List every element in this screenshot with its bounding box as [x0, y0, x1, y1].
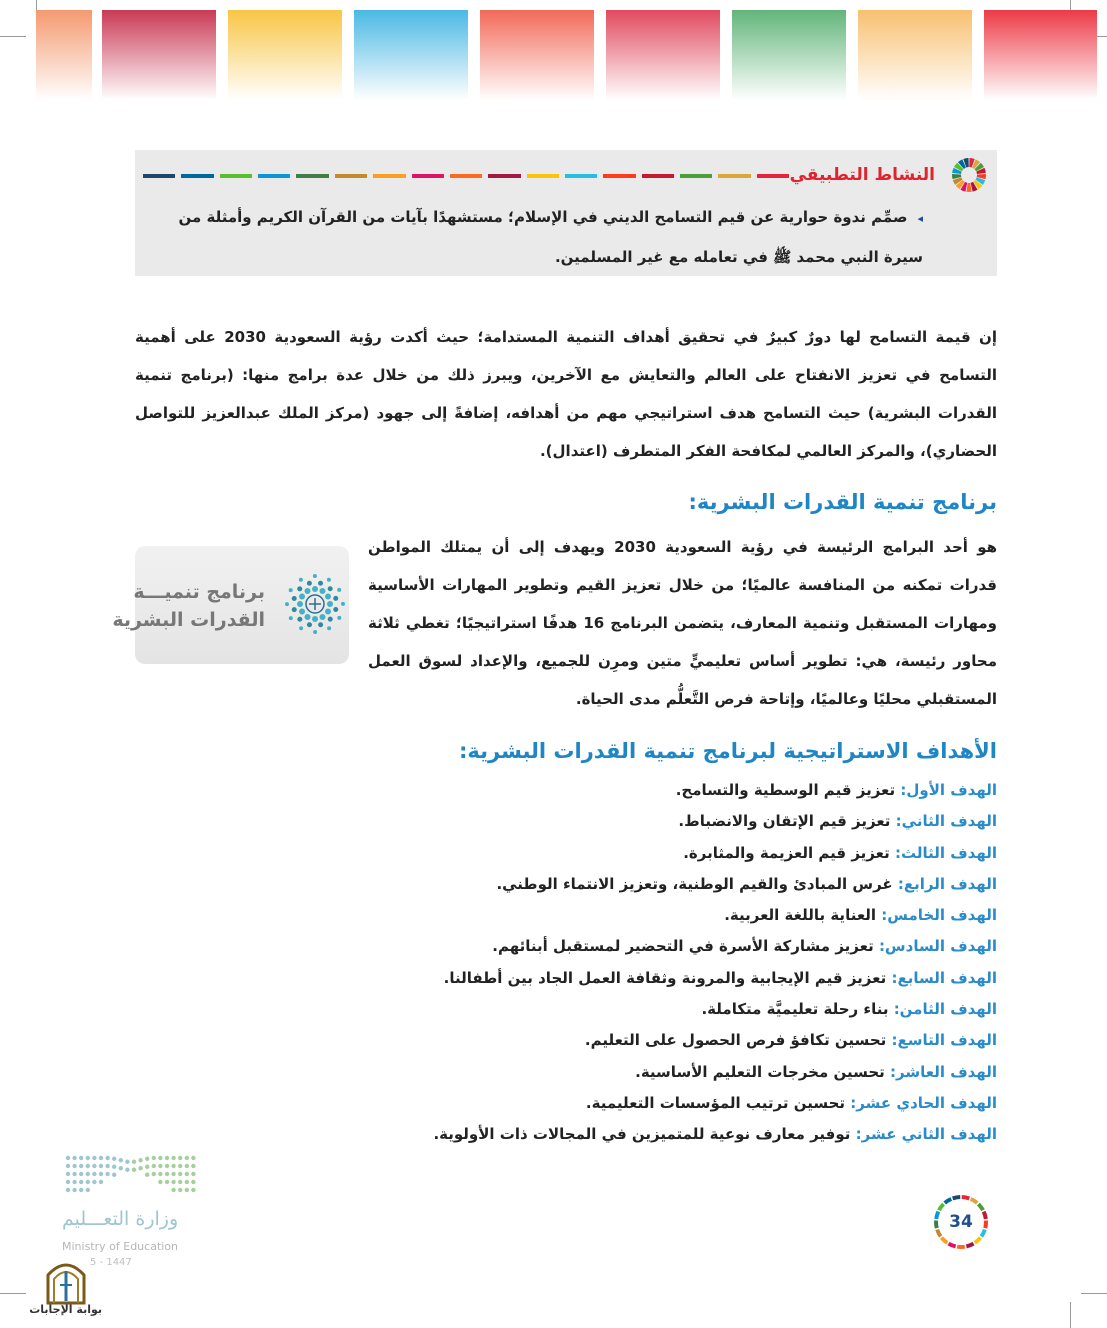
goal-label: الهدف الأول:: [900, 781, 997, 799]
emblem-dot: [313, 574, 317, 578]
wheel-segment: [966, 183, 971, 192]
emblem-dot: [92, 1172, 96, 1176]
emblem-dot: [158, 1156, 162, 1160]
goal-item: [237, 1088, 997, 1119]
emblem-dot: [158, 1164, 162, 1168]
emblem-dot: [66, 1188, 70, 1192]
goal-text: تعزيز قيم الإتقان والانضباط.: [678, 812, 896, 831]
goal-label: الهدف الثاني:: [895, 812, 997, 831]
emblem-dot: [112, 1173, 116, 1177]
emblem-dot: [299, 609, 305, 615]
emblem-dot: [313, 630, 317, 634]
goal-item: [237, 1057, 997, 1088]
goal-label: الهدف الحادي عشر:: [850, 1093, 997, 1112]
emblem-dot: [165, 1164, 169, 1168]
emblem-dot: [72, 1164, 76, 1168]
emblem-dot: [105, 1156, 109, 1160]
emblem-dot: [299, 594, 305, 600]
emblem-dot: [99, 1180, 103, 1184]
goals-list: [237, 775, 997, 1151]
emblem-dot: [337, 588, 341, 592]
emblem-dot: [327, 626, 331, 630]
emblem-dot: [297, 601, 303, 607]
emblem-dot: [138, 1166, 142, 1170]
emblem-dot: [125, 1168, 129, 1172]
sdg-wheel-icon: [951, 157, 987, 193]
goal-text: تعزيز مشاركة الأسرة في التحضير لمستقبل أبنائهم.: [492, 937, 879, 956]
emblem-dot: [165, 1180, 169, 1184]
emblem-dot: [333, 596, 338, 601]
color-tab: [480, 10, 594, 100]
emblem-dot: [325, 609, 331, 615]
goal-text: تحسين مخرجات التعليم الأساسية.: [635, 1062, 891, 1081]
emblem-dot: [66, 1172, 70, 1176]
emblem-dot: [158, 1172, 162, 1176]
emblem-dot: [299, 578, 303, 582]
emblem-dot: [86, 1164, 90, 1168]
emblem-dot: [341, 602, 345, 606]
emblem-dot: [328, 586, 333, 591]
emblem-dot: [312, 616, 318, 622]
activity-stripes: [143, 174, 789, 178]
emblem-dot: [285, 602, 289, 606]
emblem-dot: [307, 622, 312, 627]
color-tab: [102, 10, 216, 100]
goal-item: [237, 1119, 997, 1150]
emblem-dot: [66, 1164, 70, 1168]
emblem-dot: [79, 1164, 83, 1168]
emblem-dot: [165, 1156, 169, 1160]
hcd-heading: برنامج تنمية القدرات البشرية:: [688, 490, 997, 514]
color-tab: [606, 10, 720, 100]
goal-item: [237, 1025, 997, 1056]
emblem-dot: [292, 596, 297, 601]
emblem-dot: [152, 1164, 156, 1168]
activity-description: صمِّم ندوة حوارية عن قيم التسامح الديني في الإسلام؛ مستشهدًا بآيات من القرآن الكريم وأمثلة من سيرة النبي محمد ﷺ في تعامله مع غير المسلمين.: [178, 208, 923, 266]
emblem-dot: [112, 1165, 116, 1169]
color-tab: [228, 10, 342, 100]
hcd-star-emblem-icon: [281, 570, 349, 638]
emblem-dot: [99, 1156, 103, 1160]
emblem-dot: [320, 588, 326, 594]
goal-item: [237, 838, 997, 869]
edition-year: 5 - 1447: [90, 1257, 132, 1268]
emblem-dot: [171, 1164, 175, 1168]
emblem-dot: [145, 1173, 149, 1177]
intro-paragraph: إن قيمة التسامح لها دورٌ كبيرٌ في تحقيق أهداف التنمية المستدامة؛ حيث أكدت رؤية السعودية 2030 على أهمية التسامح في تعزيز الانفتاح على العالم والتعايش مع الآخرين، ويبرز ذلك من خلال عدة برامج منها: (برنامج تنمية القدرات البشرية) حيث التسامح هدف استراتيجي مهم من أهدافه، إضافةً إلى جهود (مركز الملك عبدالعزيز للتواصل الحضاري)، والمركز العالمي لمكافحة الفكر المتطرف (اعتدال).: [135, 328, 998, 460]
goal-text: تعزيز قيم العزيمة والمثابرة.: [683, 843, 895, 862]
emblem-dot: [305, 614, 311, 620]
emblem-dot: [72, 1188, 76, 1192]
goal-item: [237, 869, 997, 900]
emblem-dot: [289, 588, 293, 592]
emblem-dot: [178, 1180, 182, 1184]
emblem-dot: [66, 1180, 70, 1184]
emblem-dot: [318, 622, 323, 627]
emblem-dot: [125, 1160, 129, 1164]
hcd-paragraph: هو أحد البرامج الرئيسة في رؤية السعودية 2030 ويهدف إلى أن يمتلك المواطن قدرات تمكنه من المنافسة عالميًا؛ من خلال تعزيز القيم وتطوير المهارات الأساسية ومهارات المستقبل وتنمية المعارف، يتضمن البرنامج 16 هدفًا استراتيجيًا؛ تغطي ثلاثة محاور رئيسة، هي: تطوير أساس تعليميٍّ متين ومرِن للجميع، والإعداد لسوق العمل المستقبلي محليًا وعالميًا، وإتاحة فرص التَّعلُّم مدى الحياة.: [368, 538, 998, 708]
emblem-dot: [312, 586, 318, 592]
emblem-dot: [86, 1188, 90, 1192]
emblem-dot: [185, 1180, 189, 1184]
emblem-dot: [92, 1180, 96, 1184]
emblem-dot: [191, 1188, 195, 1192]
emblem-dot: [171, 1172, 175, 1176]
emblem-dot: [318, 581, 323, 586]
goal-text: تعزيز قيم الإيجابية والمرونة وثقافة العمل الجاد بين أطفالنا.: [443, 968, 892, 987]
emblem-dot: [171, 1156, 175, 1160]
emblem-dot: [327, 578, 331, 582]
hcd-logo-line2: القدرات البشرية: [112, 609, 265, 631]
goal-item: [237, 994, 997, 1025]
emblem-dot: [297, 586, 302, 591]
emblem-dot: [325, 594, 331, 600]
emblem-dot: [327, 601, 333, 607]
emblem-dot: [305, 588, 311, 594]
goal-text: تعزيز قيم الوسطية والتسامح.: [675, 781, 901, 799]
goal-text: غرس المبادئ والقيم الوطنية، وتعزيز الانتماء الوطني.: [496, 874, 898, 893]
emblem-dot: [191, 1156, 195, 1160]
color-tab: [36, 10, 92, 100]
goal-label: الهدف التاسع:: [891, 1031, 997, 1050]
emblem-dot: [185, 1172, 189, 1176]
emblem-dot: [86, 1180, 90, 1184]
answers-portal-watermark: [30, 1255, 102, 1321]
emblem-dot: [79, 1188, 83, 1192]
emblem-dot: [328, 617, 333, 622]
color-tab: [858, 10, 972, 100]
activity-title: النشاط التطبيقي: [789, 165, 935, 185]
goal-item: [237, 931, 997, 962]
goal-text: تحسين ترتيب المؤسسات التعليمية.: [585, 1093, 851, 1112]
hcd-logo-line1: برنامج تنميـــة: [133, 581, 265, 603]
emblem-dot: [165, 1172, 169, 1176]
emblem-dot: [66, 1156, 70, 1160]
portal-label: بوابة الإجابات: [29, 1303, 102, 1316]
emblem-dot: [185, 1188, 189, 1192]
emblem-dot: [145, 1165, 149, 1169]
color-tab: [984, 10, 1097, 100]
page-number: 34: [949, 1212, 973, 1232]
goal-label: الهدف العاشر:: [890, 1062, 997, 1081]
emblem-dot: [92, 1156, 96, 1160]
emblem-dot: [79, 1172, 83, 1176]
color-tab: [732, 10, 846, 100]
emblem-dot: [79, 1180, 83, 1184]
top-color-tabs: [36, 10, 1097, 100]
emblem-dot: [152, 1156, 156, 1160]
emblem-dot: [178, 1172, 182, 1176]
emblem-dot: [72, 1172, 76, 1176]
emblem-dot: [99, 1172, 103, 1176]
ministry-of-education-logo: [60, 1150, 200, 1270]
emblem-dot: [119, 1166, 123, 1170]
goal-text: بناء رحلة تعليميَّة متكاملة.: [701, 1000, 894, 1019]
emblem-dot: [72, 1180, 76, 1184]
emblem-dot: [333, 607, 338, 612]
emblem-dot: [171, 1180, 175, 1184]
crop-mark: [1081, 1293, 1107, 1294]
activity-box: [135, 150, 997, 276]
emblem-dot: [105, 1172, 109, 1176]
emblem-dot: [185, 1156, 189, 1160]
ministry-english-name: Ministry of Education: [62, 1240, 179, 1253]
goal-text: تحسين تكافؤ فرص الحصول على التعليم.: [584, 1031, 892, 1050]
goal-label: الهدف السابع:: [891, 968, 997, 987]
color-tab: [354, 10, 468, 100]
ministry-dots-emblem-icon: [64, 1154, 200, 1202]
emblem-dot: [112, 1157, 116, 1161]
emblem-dot: [72, 1156, 76, 1160]
emblem-dot: [158, 1180, 162, 1184]
goal-item: [237, 806, 997, 837]
emblem-dot: [297, 617, 302, 622]
emblem-dot: [178, 1188, 182, 1192]
goals-heading: الأهداف الاستراتيجية لبرنامج تنمية القدرات البشرية:: [459, 739, 997, 763]
activity-text: [163, 198, 923, 276]
emblem-dot: [320, 614, 326, 620]
crop-mark: [0, 36, 26, 37]
emblem-dot: [132, 1168, 136, 1172]
activity-header: [147, 157, 987, 195]
emblem-dot: [337, 616, 341, 620]
goal-label: الهدف الخامس:: [881, 906, 997, 925]
portal-gate-icon: [30, 1255, 102, 1305]
hcd-logo-text: [112, 578, 265, 634]
emblem-dot: [178, 1164, 182, 1168]
goal-item: [237, 775, 997, 806]
emblem-dot: [79, 1156, 83, 1160]
page-number-badge: [932, 1193, 990, 1251]
emblem-dot: [299, 626, 303, 630]
goal-label: الهدف الرابع:: [897, 874, 997, 893]
emblem-dot: [191, 1180, 195, 1184]
emblem-dot: [191, 1164, 195, 1168]
emblem-dot: [178, 1156, 182, 1160]
emblem-dot: [132, 1160, 136, 1164]
emblem-dot: [152, 1172, 156, 1176]
hcd-program-logo: [112, 546, 349, 664]
goal-item: [237, 900, 997, 931]
crop-mark: [1070, 1302, 1071, 1328]
emblem-dot: [86, 1172, 90, 1176]
triangle-bullet-icon: ◂: [917, 212, 923, 225]
goal-text: العناية باللغة العربية.: [724, 906, 882, 925]
emblem-dot: [145, 1157, 149, 1161]
emblem-dot: [171, 1188, 175, 1192]
emblem-dot: [185, 1164, 189, 1168]
emblem-dot: [138, 1158, 142, 1162]
goal-item: [237, 963, 997, 994]
emblem-dot: [289, 616, 293, 620]
emblem-dot: [307, 581, 312, 586]
emblem-dot: [191, 1172, 195, 1176]
emblem-dot: [86, 1156, 90, 1160]
emblem-dot: [292, 607, 297, 612]
goal-label: الهدف الثاني عشر:: [855, 1125, 997, 1144]
goal-label: الهدف الثامن:: [893, 1000, 997, 1019]
emblem-dot: [119, 1158, 123, 1162]
goal-label: الهدف السادس:: [878, 937, 997, 956]
goal-text: توفير معارف نوعية للمتميزين في المجالات ذات الأولوية.: [433, 1125, 856, 1144]
crop-mark: [0, 1293, 26, 1294]
ministry-arabic-name: وزارة التعـــليم: [62, 1208, 179, 1230]
emblem-dot: [92, 1164, 96, 1168]
emblem-dot: [99, 1164, 103, 1168]
goal-label: الهدف الثالث:: [894, 843, 997, 862]
emblem-dot: [105, 1164, 109, 1168]
